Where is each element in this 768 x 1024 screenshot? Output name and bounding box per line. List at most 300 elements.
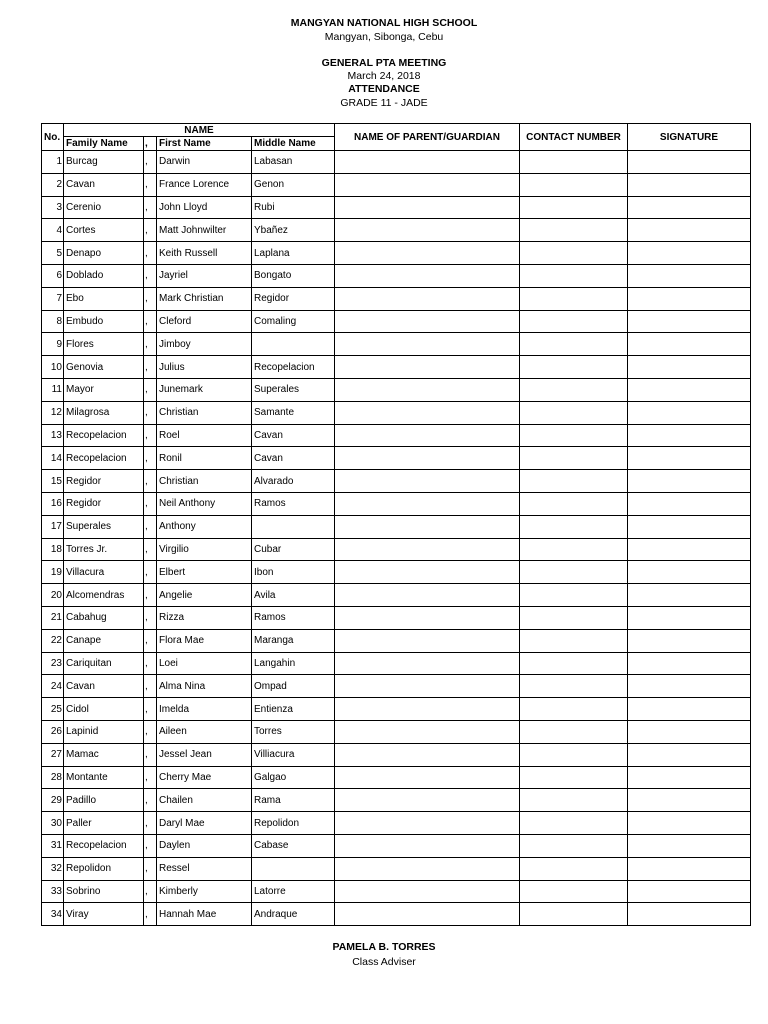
middle-name-cell: Superales xyxy=(252,378,335,401)
adviser-role: Class Adviser xyxy=(352,956,416,968)
family-name-cell: Embudo xyxy=(64,310,144,333)
row-number: 14 xyxy=(42,447,64,470)
family-name-cell: Repolidon xyxy=(64,857,144,880)
row-number: 24 xyxy=(42,675,64,698)
contact-number-cell xyxy=(520,310,628,333)
parent-guardian-cell xyxy=(335,356,520,379)
middle-name-cell: Rama xyxy=(252,789,335,812)
family-name-cell: Cavan xyxy=(64,675,144,698)
signature-cell xyxy=(628,196,751,219)
family-name-cell: Padillo xyxy=(64,789,144,812)
first-name-cell: Angelie xyxy=(157,584,252,607)
middle-name-cell: Ompad xyxy=(252,675,335,698)
row-number: 22 xyxy=(42,629,64,652)
contact-number-cell xyxy=(520,401,628,424)
row-number: 10 xyxy=(42,356,64,379)
middle-name-cell: Bongato xyxy=(252,264,335,287)
row-number: 13 xyxy=(42,424,64,447)
table-row xyxy=(42,720,751,743)
parent-guardian-cell xyxy=(335,834,520,857)
family-name-cell: Villacura xyxy=(64,561,144,584)
comma-cell: , xyxy=(144,310,157,333)
family-name-cell: Flores xyxy=(64,333,144,356)
signature-cell xyxy=(628,173,751,196)
contact-number-cell xyxy=(520,629,628,652)
first-name-cell: Christian xyxy=(157,470,252,493)
contact-number-cell xyxy=(520,675,628,698)
middle-name-cell: Cabase xyxy=(252,834,335,857)
parent-guardian-cell xyxy=(335,652,520,675)
table-row xyxy=(42,287,751,310)
family-name-cell: Cortes xyxy=(64,219,144,242)
contact-number-cell xyxy=(520,857,628,880)
row-number: 25 xyxy=(42,698,64,721)
first-name-cell: Darwin xyxy=(157,151,252,174)
table-row xyxy=(42,515,751,538)
comma-cell: , xyxy=(144,629,157,652)
family-name-cell: Paller xyxy=(64,812,144,835)
first-name-cell: Hannah Mae xyxy=(157,903,252,926)
middle-name-cell: Villiacura xyxy=(252,743,335,766)
family-name-cell: Sobrino xyxy=(64,880,144,903)
row-number: 4 xyxy=(42,219,64,242)
grade-section: GRADE 11 - JADE xyxy=(340,97,428,109)
middle-name-cell: Regidor xyxy=(252,287,335,310)
contact-number-cell xyxy=(520,515,628,538)
contact-number-cell xyxy=(520,219,628,242)
comma-cell: , xyxy=(144,378,157,401)
contact-number-cell xyxy=(520,720,628,743)
table-row xyxy=(42,447,751,470)
parent-guardian-cell xyxy=(335,857,520,880)
comma-cell: , xyxy=(144,743,157,766)
middle-name-cell: Alvarado xyxy=(252,470,335,493)
table-row xyxy=(42,151,751,174)
middle-name-cell xyxy=(252,857,335,880)
comma-cell: , xyxy=(144,333,157,356)
parent-guardian-cell xyxy=(335,173,520,196)
parent-guardian-cell xyxy=(335,196,520,219)
contact-number-cell xyxy=(520,561,628,584)
row-number: 7 xyxy=(42,287,64,310)
contact-number-cell xyxy=(520,242,628,265)
row-number: 34 xyxy=(42,903,64,926)
family-name-cell: Denapo xyxy=(64,242,144,265)
comma-cell: , xyxy=(144,584,157,607)
signature-cell xyxy=(628,606,751,629)
row-number: 11 xyxy=(42,378,64,401)
col-header-name: NAME xyxy=(64,124,335,137)
signature-cell xyxy=(628,834,751,857)
first-name-cell: Ressel xyxy=(157,857,252,880)
signature-cell xyxy=(628,378,751,401)
row-number: 17 xyxy=(42,515,64,538)
family-name-cell: Cavan xyxy=(64,173,144,196)
table-row xyxy=(42,470,751,493)
signature-cell xyxy=(628,356,751,379)
table-row xyxy=(42,378,751,401)
col-header-signature: SIGNATURE xyxy=(628,124,751,151)
signature-cell xyxy=(628,424,751,447)
parent-guardian-cell xyxy=(335,584,520,607)
family-name-cell: Ebo xyxy=(64,287,144,310)
signature-cell xyxy=(628,401,751,424)
first-name-cell: Flora Mae xyxy=(157,629,252,652)
table-row xyxy=(42,743,751,766)
first-name-cell: Jessel Jean xyxy=(157,743,252,766)
parent-guardian-cell xyxy=(335,629,520,652)
table-row xyxy=(42,834,751,857)
middle-name-cell: Andraque xyxy=(252,903,335,926)
family-name-cell: Canape xyxy=(64,629,144,652)
comma-cell: , xyxy=(144,880,157,903)
parent-guardian-cell xyxy=(335,720,520,743)
parent-guardian-cell xyxy=(335,561,520,584)
col-header-contact: CONTACT NUMBER xyxy=(520,124,628,151)
table-row xyxy=(42,789,751,812)
table-row xyxy=(42,538,751,561)
middle-name-cell: Ybañez xyxy=(252,219,335,242)
attendance-title: ATTENDANCE xyxy=(348,83,420,95)
first-name-cell: Cherry Mae xyxy=(157,766,252,789)
comma-cell: , xyxy=(144,834,157,857)
col-header-family: Family Name xyxy=(64,137,144,151)
family-name-cell: Regidor xyxy=(64,492,144,515)
table-row xyxy=(42,675,751,698)
signature-cell xyxy=(628,561,751,584)
middle-name-cell: Samante xyxy=(252,401,335,424)
comma-cell: , xyxy=(144,287,157,310)
family-name-cell: Mayor xyxy=(64,378,144,401)
row-number: 27 xyxy=(42,743,64,766)
comma-cell: , xyxy=(144,903,157,926)
signature-cell xyxy=(628,857,751,880)
family-name-cell: Recopelacion xyxy=(64,834,144,857)
parent-guardian-cell xyxy=(335,333,520,356)
signature-cell xyxy=(628,264,751,287)
middle-name-cell: Latorre xyxy=(252,880,335,903)
row-number: 5 xyxy=(42,242,64,265)
table-row xyxy=(42,629,751,652)
first-name-cell: John Lloyd xyxy=(157,196,252,219)
family-name-cell: Viray xyxy=(64,903,144,926)
first-name-cell: France Lorence xyxy=(157,173,252,196)
parent-guardian-cell xyxy=(335,606,520,629)
school-name: MANGYAN NATIONAL HIGH SCHOOL xyxy=(290,17,478,29)
col-header-parent: NAME OF PARENT/GUARDIAN xyxy=(335,124,520,151)
first-name-cell: Virgilio xyxy=(157,538,252,561)
family-name-cell: Doblado xyxy=(64,264,144,287)
first-name-cell: Jayriel xyxy=(157,264,252,287)
first-name-cell: Daylen xyxy=(157,834,252,857)
family-name-cell: Genovia xyxy=(64,356,144,379)
table-row xyxy=(42,242,751,265)
middle-name-cell: Avila xyxy=(252,584,335,607)
table-row xyxy=(42,903,751,926)
contact-number-cell xyxy=(520,743,628,766)
parent-guardian-cell xyxy=(335,151,520,174)
comma-cell: , xyxy=(144,196,157,219)
signature-cell xyxy=(628,743,751,766)
row-number: 31 xyxy=(42,834,64,857)
family-name-cell: Burcag xyxy=(64,151,144,174)
middle-name-cell: Ramos xyxy=(252,492,335,515)
signature-cell xyxy=(628,470,751,493)
middle-name-cell: Rubi xyxy=(252,196,335,219)
family-name-cell: Recopelacion xyxy=(64,447,144,470)
contact-number-cell xyxy=(520,333,628,356)
first-name-cell: Anthony xyxy=(157,515,252,538)
row-number: 15 xyxy=(42,470,64,493)
comma-cell: , xyxy=(144,219,157,242)
middle-name-cell: Torres xyxy=(252,720,335,743)
table-row xyxy=(42,310,751,333)
contact-number-cell xyxy=(520,492,628,515)
contact-number-cell xyxy=(520,903,628,926)
parent-guardian-cell xyxy=(335,538,520,561)
parent-guardian-cell xyxy=(335,424,520,447)
comma-cell: , xyxy=(144,812,157,835)
contact-number-cell xyxy=(520,447,628,470)
parent-guardian-cell xyxy=(335,880,520,903)
middle-name-cell: Labasan xyxy=(252,151,335,174)
row-number: 23 xyxy=(42,652,64,675)
col-header-middle: Middle Name xyxy=(252,137,335,151)
table-row xyxy=(42,766,751,789)
first-name-cell: Christian xyxy=(157,401,252,424)
middle-name-cell: Ibon xyxy=(252,561,335,584)
family-name-cell: Cerenio xyxy=(64,196,144,219)
family-name-cell: Montante xyxy=(64,766,144,789)
family-name-cell: Torres Jr. xyxy=(64,538,144,561)
contact-number-cell xyxy=(520,538,628,561)
parent-guardian-cell xyxy=(335,903,520,926)
signature-cell xyxy=(628,447,751,470)
row-number: 32 xyxy=(42,857,64,880)
comma-cell: , xyxy=(144,857,157,880)
table-row xyxy=(42,561,751,584)
col-header-no: No. xyxy=(42,124,64,151)
middle-name-cell: Cavan xyxy=(252,447,335,470)
middle-name-cell: Entienza xyxy=(252,698,335,721)
row-number: 19 xyxy=(42,561,64,584)
row-number: 28 xyxy=(42,766,64,789)
middle-name-cell: Maranga xyxy=(252,629,335,652)
first-name-cell: Kimberly xyxy=(157,880,252,903)
row-number: 33 xyxy=(42,880,64,903)
event-title: GENERAL PTA MEETING xyxy=(321,57,447,69)
middle-name-cell: Langahin xyxy=(252,652,335,675)
middle-name-cell xyxy=(252,333,335,356)
row-number: 9 xyxy=(42,333,64,356)
contact-number-cell xyxy=(520,378,628,401)
comma-cell: , xyxy=(144,652,157,675)
comma-cell: , xyxy=(144,766,157,789)
comma-cell: , xyxy=(144,789,157,812)
parent-guardian-cell xyxy=(335,401,520,424)
comma-cell: , xyxy=(144,470,157,493)
family-name-cell: Lapinid xyxy=(64,720,144,743)
first-name-cell: Rizza xyxy=(157,606,252,629)
signature-cell xyxy=(628,789,751,812)
family-name-cell: Cabahug xyxy=(64,606,144,629)
signature-cell xyxy=(628,151,751,174)
row-number: 1 xyxy=(42,151,64,174)
parent-guardian-cell xyxy=(335,766,520,789)
first-name-cell: Ronil xyxy=(157,447,252,470)
contact-number-cell xyxy=(520,424,628,447)
comma-cell: , xyxy=(144,424,157,447)
table-row xyxy=(42,857,751,880)
parent-guardian-cell xyxy=(335,675,520,698)
parent-guardian-cell xyxy=(335,492,520,515)
parent-guardian-cell xyxy=(335,378,520,401)
comma-cell: , xyxy=(144,173,157,196)
first-name-cell: Loei xyxy=(157,652,252,675)
comma-cell: , xyxy=(144,151,157,174)
middle-name-cell: Genon xyxy=(252,173,335,196)
signature-cell xyxy=(628,720,751,743)
first-name-cell: Julius xyxy=(157,356,252,379)
event-date: March 24, 2018 xyxy=(347,70,421,82)
middle-name-cell: Cavan xyxy=(252,424,335,447)
adviser-name: PAMELA B. TORRES xyxy=(332,941,436,953)
contact-number-cell xyxy=(520,812,628,835)
table-row xyxy=(42,219,751,242)
signature-cell xyxy=(628,287,751,310)
row-number: 6 xyxy=(42,264,64,287)
contact-number-cell xyxy=(520,698,628,721)
middle-name-cell: Laplana xyxy=(252,242,335,265)
comma-cell: , xyxy=(144,675,157,698)
comma-cell: , xyxy=(144,538,157,561)
first-name-cell: Roel xyxy=(157,424,252,447)
first-name-cell: Cleford xyxy=(157,310,252,333)
first-name-cell: Aileen xyxy=(157,720,252,743)
row-number: 3 xyxy=(42,196,64,219)
table-row xyxy=(42,812,751,835)
row-number: 2 xyxy=(42,173,64,196)
first-name-cell: Neil Anthony xyxy=(157,492,252,515)
parent-guardian-cell xyxy=(335,698,520,721)
parent-guardian-cell xyxy=(335,447,520,470)
first-name-cell: Matt Johnwilter xyxy=(157,219,252,242)
row-number: 16 xyxy=(42,492,64,515)
row-number: 20 xyxy=(42,584,64,607)
contact-number-cell xyxy=(520,151,628,174)
signature-cell xyxy=(628,812,751,835)
family-name-cell: Milagrosa xyxy=(64,401,144,424)
contact-number-cell xyxy=(520,766,628,789)
table-row xyxy=(42,698,751,721)
table-row xyxy=(42,652,751,675)
first-name-cell: Imelda xyxy=(157,698,252,721)
row-number: 8 xyxy=(42,310,64,333)
parent-guardian-cell xyxy=(335,264,520,287)
family-name-cell: Recopelacion xyxy=(64,424,144,447)
contact-number-cell xyxy=(520,356,628,379)
contact-number-cell xyxy=(520,606,628,629)
table-row xyxy=(42,401,751,424)
parent-guardian-cell xyxy=(335,515,520,538)
parent-guardian-cell xyxy=(335,812,520,835)
table-row xyxy=(42,333,751,356)
table-row xyxy=(42,356,751,379)
row-number: 18 xyxy=(42,538,64,561)
middle-name-cell: Ramos xyxy=(252,606,335,629)
contact-number-cell xyxy=(520,834,628,857)
contact-number-cell xyxy=(520,470,628,493)
table-row xyxy=(42,264,751,287)
first-name-cell: Elbert xyxy=(157,561,252,584)
attendance-table xyxy=(41,123,751,926)
row-number: 21 xyxy=(42,606,64,629)
row-number: 29 xyxy=(42,789,64,812)
middle-name-cell: Repolidon xyxy=(252,812,335,835)
contact-number-cell xyxy=(520,584,628,607)
middle-name-cell: Comaling xyxy=(252,310,335,333)
family-name-cell: Mamac xyxy=(64,743,144,766)
signature-cell xyxy=(628,492,751,515)
contact-number-cell xyxy=(520,173,628,196)
col-header-comma: , xyxy=(144,137,157,151)
signature-cell xyxy=(628,515,751,538)
parent-guardian-cell xyxy=(335,287,520,310)
signature-cell xyxy=(628,903,751,926)
first-name-cell: Alma Nina xyxy=(157,675,252,698)
parent-guardian-cell xyxy=(335,789,520,812)
contact-number-cell xyxy=(520,287,628,310)
row-number: 26 xyxy=(42,720,64,743)
family-name-cell: Regidor xyxy=(64,470,144,493)
first-name-cell: Daryl Mae xyxy=(157,812,252,835)
middle-name-cell: Recopelacion xyxy=(252,356,335,379)
table-row xyxy=(42,424,751,447)
col-header-first: First Name xyxy=(157,137,252,151)
signature-cell xyxy=(628,766,751,789)
family-name-cell: Cidol xyxy=(64,698,144,721)
signature-cell xyxy=(628,310,751,333)
row-number: 12 xyxy=(42,401,64,424)
table-row xyxy=(42,196,751,219)
comma-cell: , xyxy=(144,561,157,584)
signature-cell xyxy=(628,333,751,356)
comma-cell: , xyxy=(144,264,157,287)
first-name-cell: Chailen xyxy=(157,789,252,812)
comma-cell: , xyxy=(144,356,157,379)
contact-number-cell xyxy=(520,652,628,675)
comma-cell: , xyxy=(144,698,157,721)
comma-cell: , xyxy=(144,401,157,424)
contact-number-cell xyxy=(520,196,628,219)
signature-cell xyxy=(628,242,751,265)
signature-cell xyxy=(628,880,751,903)
signature-cell xyxy=(628,538,751,561)
signature-cell xyxy=(628,629,751,652)
first-name-cell: Jimboy xyxy=(157,333,252,356)
middle-name-cell xyxy=(252,515,335,538)
signature-cell xyxy=(628,652,751,675)
signature-cell xyxy=(628,584,751,607)
school-address: Mangyan, Sibonga, Cebu xyxy=(324,31,444,43)
comma-cell: , xyxy=(144,720,157,743)
parent-guardian-cell xyxy=(335,470,520,493)
contact-number-cell xyxy=(520,880,628,903)
row-number: 30 xyxy=(42,812,64,835)
contact-number-cell xyxy=(520,264,628,287)
parent-guardian-cell xyxy=(335,310,520,333)
comma-cell: , xyxy=(144,447,157,470)
